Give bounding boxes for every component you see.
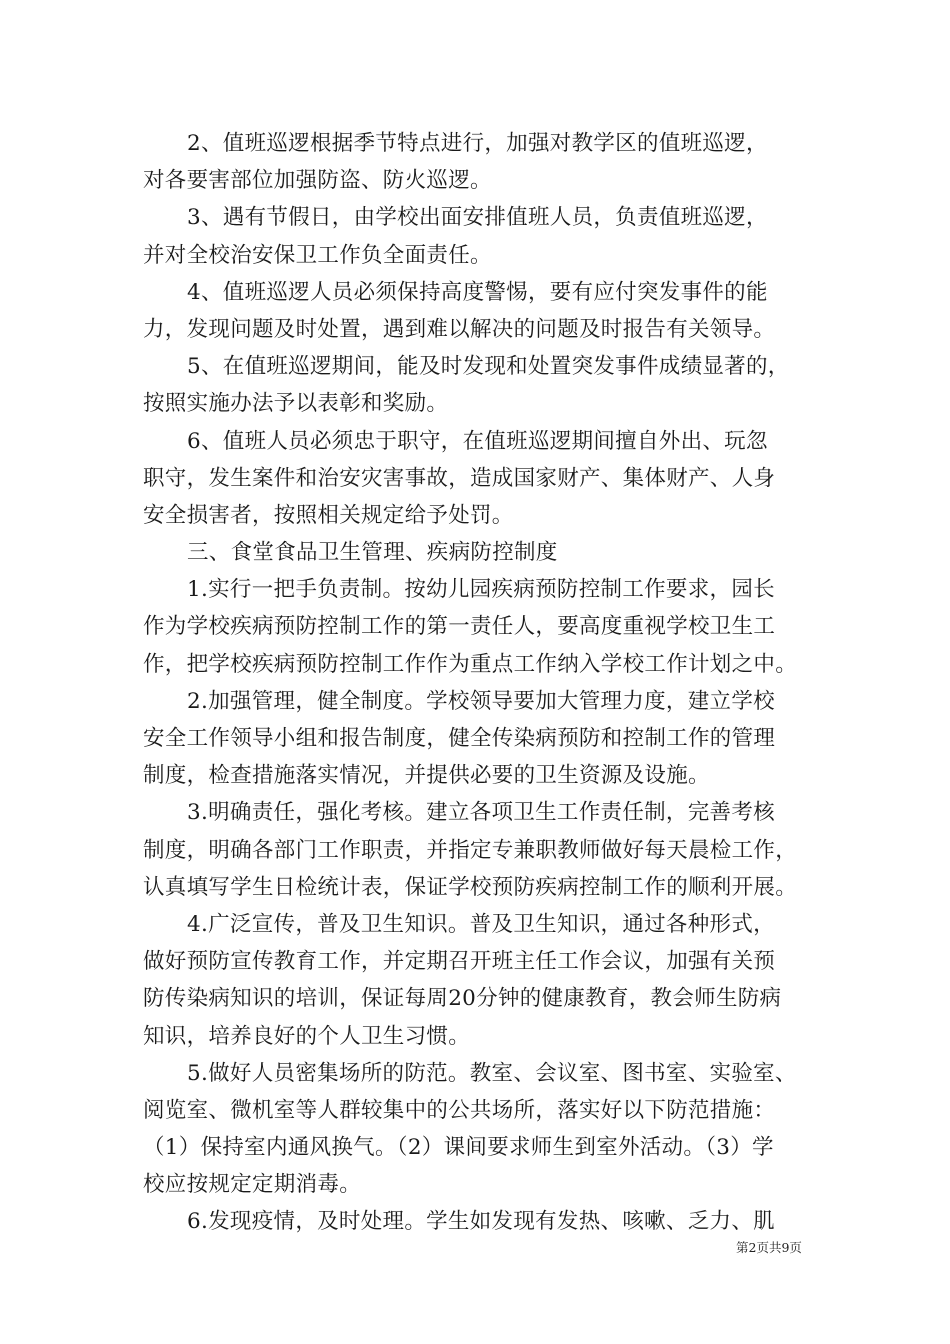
text-line: 职守，发生案件和治安灾害事故，造成国家财产、集体财产、人身	[143, 465, 776, 491]
text-line: 知识，培养良好的个人卫生习惯。	[143, 1023, 471, 1049]
text-line: 阅览室、微机室等人群较集中的公共场所，落实好以下防范措施：	[143, 1097, 776, 1123]
text-line: 2、值班巡逻根据季节特点进行，加强对教学区的值班巡逻，	[187, 131, 768, 156]
text-line: （1）保持室内通风换气。（2）课间要求师生到室外活动。（3）学	[143, 1135, 774, 1161]
page-number: 第2页共9页	[736, 1240, 802, 1255]
text-line: 认真填写学生日检统计表，保证学校预防疾病控制工作的顺利开展。	[143, 874, 798, 900]
text-line: 4.广泛宣传，普及卫生知识。普及卫生知识，通过各种形式，	[187, 911, 775, 937]
text-line: 6.发现疫情，及时处理。学生如发现有发热、咳嗽、乏力、肌	[187, 1209, 775, 1235]
text-line: 做好预防宣传教育工作，并定期召开班主任工作会议，加强有关预	[143, 949, 776, 975]
text-line: 按照实施办法予以表彰和奖励。	[143, 391, 449, 417]
text-line: 制度，检查措施落实情况，并提供必要的卫生资源及设施。	[143, 763, 710, 789]
section-heading: 三、食堂食品卫生管理、疾病防控制度	[187, 540, 558, 566]
text-line: 5、在值班巡逻期间，能及时发现和处置突发事件成绩显著的，	[187, 354, 790, 380]
text-line: 制度，明确各部门工作职责，并指定专兼职教师做好每天晨检工作，	[143, 837, 798, 863]
text-line: 并对全校治安保卫工作负全面责任。	[143, 242, 492, 268]
document-body	[143, 125, 807, 1241]
text-line: 2.加强管理，健全制度。学校领导要加大管理力度，建立学校	[187, 688, 775, 714]
text-line: 作，把学校疾病预防控制工作作为重点工作纳入学校工作计划之中。	[143, 651, 798, 677]
text-line: 作为学校疾病预防控制工作的第一责任人，要高度重视学校卫生工	[143, 614, 776, 640]
text-line: 4、值班巡逻人员必须保持高度警惕，要有应付突发事件的能	[187, 279, 768, 305]
text-line: 1.实行一把手负责制。按幼儿园疾病预防控制工作要求，园长	[187, 577, 775, 603]
text-line: 3.明确责任，强化考核。建立各项卫生工作责任制，完善考核	[187, 800, 775, 826]
text-line: 校应按规定定期消毒。	[143, 1172, 362, 1198]
text-line: 安全工作领导小组和报告制度，健全传染病预防和控制工作的管理	[143, 726, 776, 751]
text-line: 对各要害部位加强防盗、防火巡逻。	[143, 168, 492, 194]
text-line: 安全损害者，按照相关规定给予处罚。	[143, 502, 514, 528]
text-line: 3、遇有节假日，由学校出面安排值班人员，负责值班巡逻，	[187, 205, 768, 231]
text-line: 5.做好人员密集场所的防范。教室、会议室、图书室、实验室、	[187, 1060, 797, 1086]
text-line: 防传染病知识的培训，保证每周20分钟的健康教育，教会师生防病	[143, 986, 782, 1012]
text-line: 力，发现问题及时处置，遇到难以解决的问题及时报告有关领导。	[143, 316, 776, 342]
text-line: 6、值班人员必须忠于职守，在值班巡逻期间擅自外出、玩忽	[187, 428, 768, 454]
